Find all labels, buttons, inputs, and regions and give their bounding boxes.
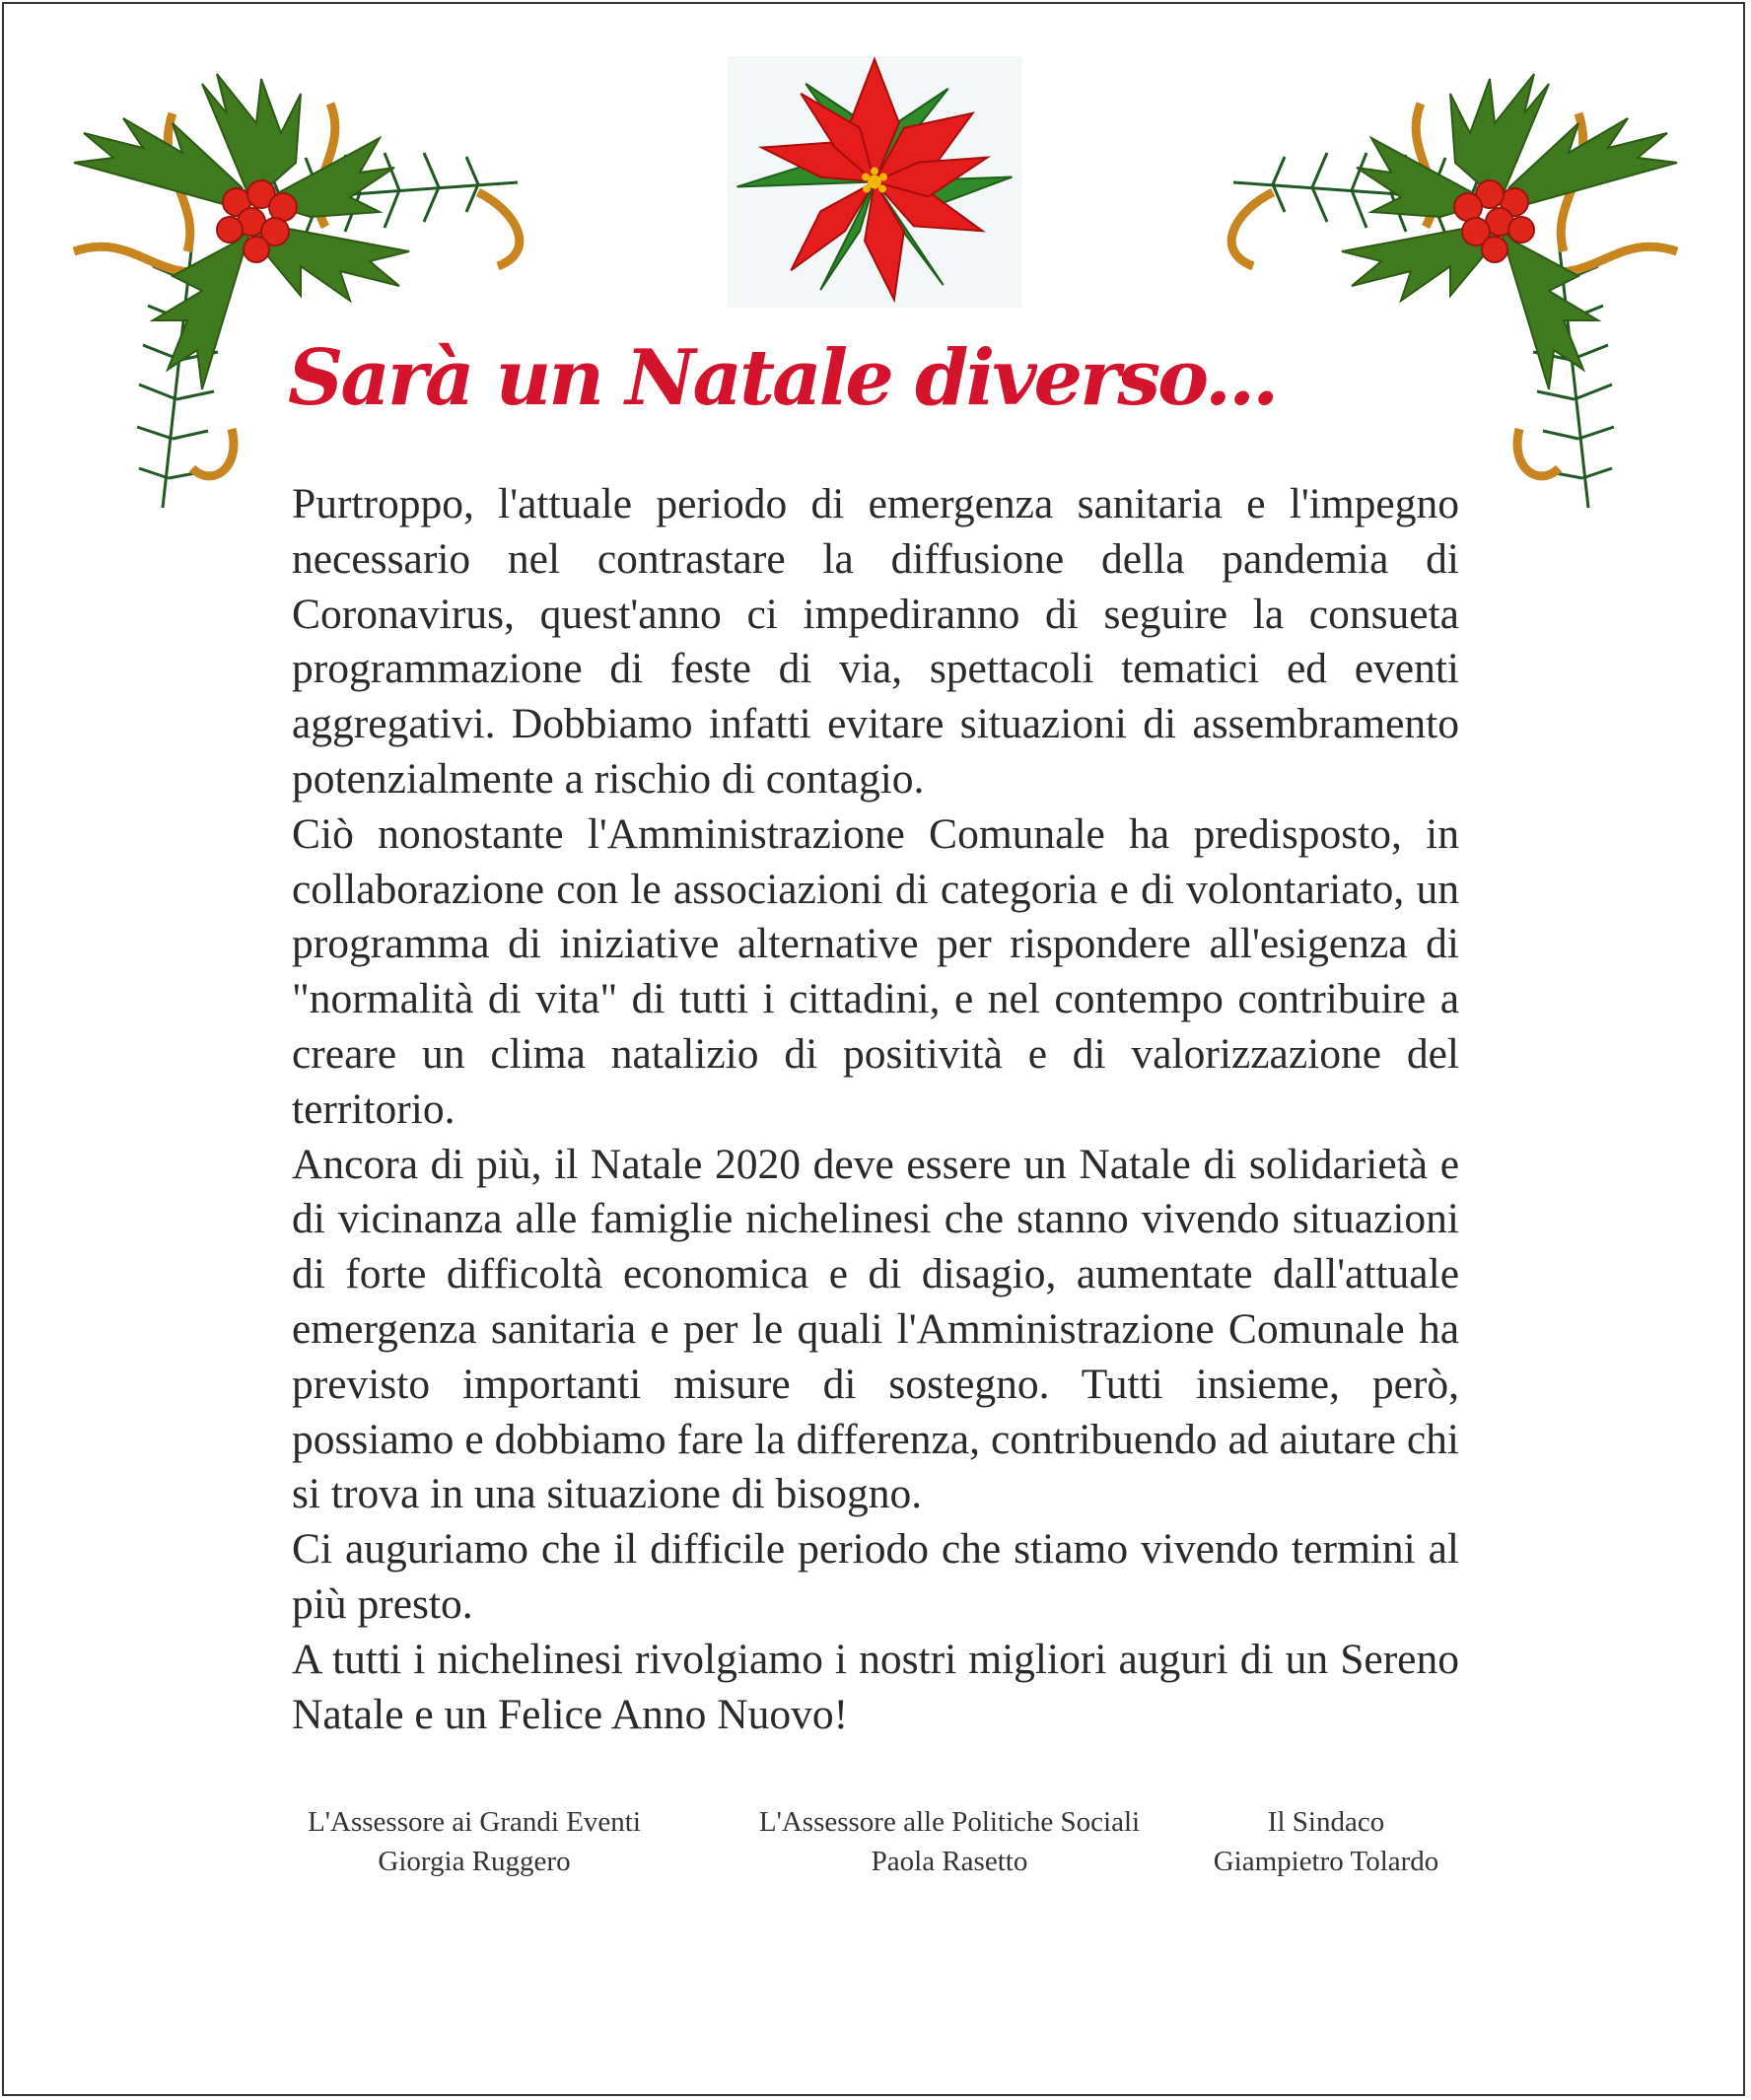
- page-title: Sarà un Natale diverso...: [288, 333, 1277, 423]
- paragraph: Ancora di più, il Natale 2020 deve essere un Natale di solidarietà e di vicinanza alle famiglie nichelinesi che stanno vivendo situazioni di forte difficoltà economica e di disagio, aumentate dall'attuale emergenza sanitaria e per le quali l'Amministrazione Comunale ha previsto importanti misure di sostegno. Tutti insieme, però, possiamo e dobbiamo fare la differenza, contribuendo ad aiutare chi si trova in una situazione di bisogno.: [292, 1140, 1459, 1518]
- signature-role: Il Sindaco: [1267, 1806, 1385, 1838]
- paragraph: A tutti i nichelinesi rivolgiamo i nostri migliori auguri di un Sereno Natale e un Felice Anno Nuovo!: [292, 1635, 1459, 1738]
- holly-corner-right-icon: [1204, 54, 1697, 518]
- poinsettia-icon: [727, 56, 1022, 308]
- signature-name: Giampietro Tolardo: [1213, 1846, 1439, 1877]
- signature-block: [292, 1802, 657, 1881]
- signature-block: [1188, 1802, 1464, 1881]
- signature-block: [747, 1802, 1152, 1881]
- holly-corner-left-icon: [54, 54, 547, 518]
- paragraph: Purtroppo, l'attuale periodo di emergenza sanitaria e l'impegno necessario nel contrastare la diffusione della pandemia di Coronavirus, quest'anno ci impediranno di seguire la consueta programmazione di feste di via, spettacoli tematici ed eventi aggregativi. Dobbiamo infatti evitare situazioni di assembramento potenzialmente a rischio di contagio.: [292, 480, 1459, 803]
- paragraph: Ci auguriamo che il difficile periodo che stiamo vivendo termini al più presto.: [292, 1525, 1459, 1628]
- letter-body: [292, 477, 1459, 1742]
- signature-role: L'Assessore alle Politiche Sociali: [758, 1806, 1141, 1838]
- paragraph: Ciò nonostante l'Amministrazione Comunale ha predisposto, in collaborazione con le associazioni di categoria e di volontariato, un programma di iniziative alternative per rispondere all'esigenza di "normalità di vita" di tutti i cittadini, e nel contempo contribuire a creare un clima natalizio di positività e di valorizzazione del territorio.: [292, 809, 1459, 1133]
- signature-name: Paola Rasetto: [871, 1846, 1028, 1877]
- signature-name: Giorgia Ruggero: [378, 1846, 571, 1877]
- signature-role: L'Assessore ai Grandi Eventi: [308, 1806, 641, 1838]
